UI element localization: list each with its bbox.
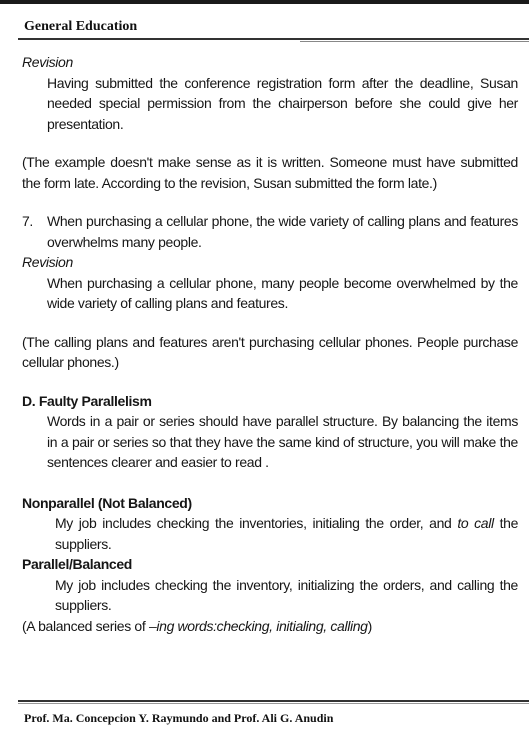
revision-label: Revision <box>22 254 73 270</box>
item-text: When purchasing a cellular phone, the wide variety of calling plans and features overwhelms many people. <box>47 213 518 250</box>
header-rule-secondary <box>300 41 529 42</box>
parallel-example: My job includes checking the inventory, initializing the orders, and calling the suppliers. <box>55 576 518 613</box>
note-text-end: ) <box>367 617 372 634</box>
section-text: Words in a pair or series should have parallel structure. By balancing the items in a pair or series so that they have the same kind of structure, you will make the sentences clearer and easier to read . <box>47 413 518 470</box>
note-italic-text: –ing words:checking, initialing, calling <box>148 617 368 634</box>
revision-text: When purchasing a cellular phone, many people become overwhelmed by the wide variety of calling plans and features. <box>47 274 518 311</box>
page-header: General Education <box>24 19 138 34</box>
explanation-note: (The calling plans and features aren't purchasing cellular phones. People purchase cellular phones.) <box>22 333 518 370</box>
section-heading: D. Faulty Parallelism <box>22 392 152 409</box>
footer-rule <box>18 700 529 702</box>
note-text: (A balanced series of <box>22 617 149 634</box>
nonparallel-italic-text: to call <box>457 515 494 531</box>
revision-text: Having submitted the conference registration form after the deadline, Susan needed special permission from the chairperson before she could give her presentation. <box>47 74 518 132</box>
nonparallel-text: My job includes checking the inventories, initialing the order, and <box>55 515 458 531</box>
numbered-item-7 <box>22 211 518 252</box>
nonparallel-text-end: the suppliers. <box>55 515 519 552</box>
header-rule <box>18 38 529 40</box>
parallel-label: Parallel/Balanced <box>22 556 133 572</box>
balanced-note <box>22 616 518 637</box>
page-footer: Prof. Ma. Concepcion Y. Raymundo and Prof. Ali G. Anudin <box>24 711 334 725</box>
explanation-note: (The example doesn't make sense as it is written. Someone must have submitted the form late. According to the revision, Susan submitted the form late.) <box>22 154 518 191</box>
nonparallel-label: Nonparallel (Not Balanced) <box>22 494 192 511</box>
nonparallel-example <box>22 513 518 554</box>
revision-label: Revision <box>22 54 73 70</box>
item-number: 7. <box>22 213 33 229</box>
top-rule <box>0 0 529 4</box>
footer-rule-secondary <box>18 703 529 704</box>
page-content <box>22 52 518 636</box>
